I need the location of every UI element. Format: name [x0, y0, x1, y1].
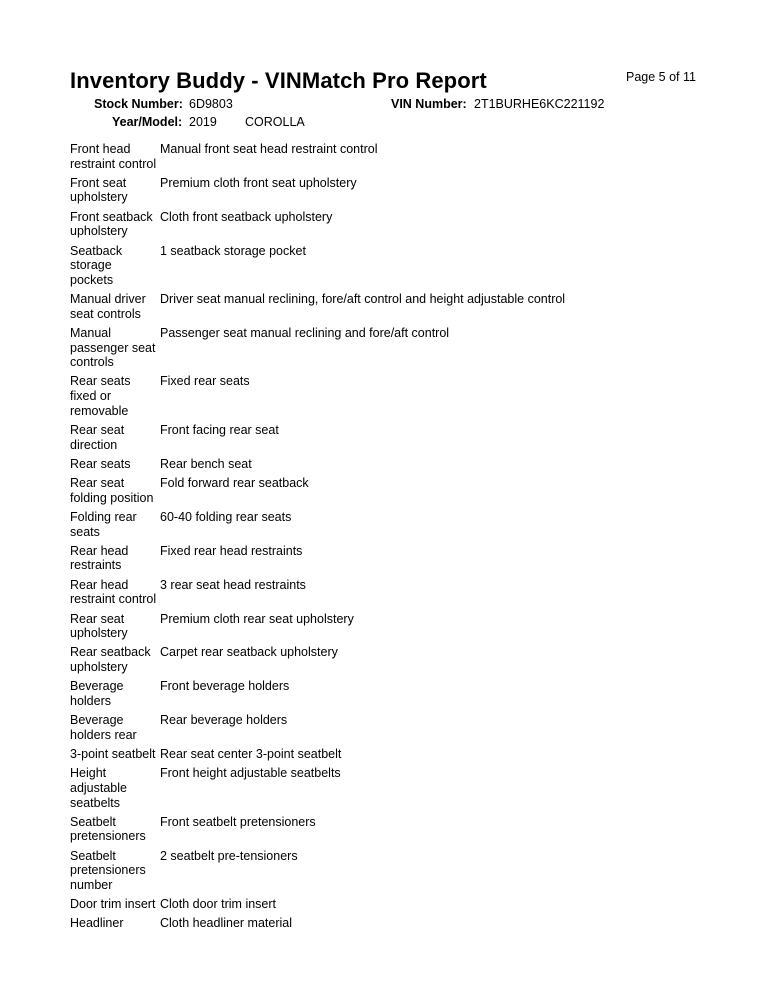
- spec-row: [70, 766, 710, 810]
- spec-row: [70, 679, 710, 708]
- spec-label: Rear seats: [70, 456, 131, 471]
- spec-value: 3 rear seat head restraints: [160, 577, 306, 592]
- spec-value: Driver seat manual reclining, fore/aft control and height adjustable control: [160, 292, 566, 307]
- spec-value: Cloth front seatback upholstery: [160, 209, 333, 224]
- spec-row: [70, 815, 710, 844]
- spec-value: Premium cloth rear seat upholstery: [160, 611, 354, 626]
- vin-number-label: VIN Number:: [391, 97, 467, 111]
- spec-label: 3-point seatbelt: [70, 747, 156, 762]
- model-value: COROLLA: [245, 115, 305, 129]
- spec-value: Fold forward rear seatback: [160, 476, 309, 491]
- spec-value: Rear seat center 3-point seatbelt: [160, 747, 342, 762]
- spec-value: Fixed rear head restraints: [160, 543, 303, 558]
- spec-label: Rear seatback upholstery: [70, 645, 151, 675]
- spec-row: [70, 423, 710, 452]
- spec-row: [70, 510, 710, 539]
- spec-value: 2 seatbelt pre-tensioners: [160, 848, 298, 863]
- spec-label: Folding rear seats: [70, 509, 137, 539]
- spec-label: Height adjustable seatbelts: [70, 766, 127, 810]
- year-model-label: Year/Model:: [112, 115, 183, 129]
- spec-row: [70, 713, 710, 742]
- spec-row: [70, 747, 710, 762]
- spec-value: Rear bench seat: [160, 456, 252, 471]
- year-value: 2019: [189, 115, 217, 129]
- spec-value: 1 seatback storage pocket: [160, 243, 306, 258]
- vin-number-value: 2T1BURHE6KC221192: [474, 97, 605, 111]
- spec-row: [70, 916, 710, 931]
- spec-label: Beverage holders: [70, 679, 124, 708]
- spec-row: [70, 142, 710, 171]
- spec-label: Seatbelt pretensioners number: [70, 848, 146, 892]
- spec-label: Beverage holders rear: [70, 713, 137, 742]
- page-number: Page 5 of 11: [626, 70, 696, 84]
- spec-row: [70, 897, 710, 912]
- spec-value: Front seatbelt pretensioners: [160, 814, 316, 829]
- spec-label: Headliner: [70, 916, 124, 931]
- spec-label: Rear seat upholstery: [70, 611, 128, 641]
- spec-list: [70, 142, 710, 936]
- spec-label: Rear head restraint control: [70, 577, 157, 607]
- spec-value: Cloth headliner material: [160, 916, 293, 931]
- spec-row: [70, 544, 710, 573]
- spec-value: Front facing rear seat: [160, 422, 279, 437]
- stock-number-label: Stock Number:: [94, 97, 183, 111]
- spec-row: [70, 244, 710, 288]
- spec-label: Rear seat direction: [70, 422, 125, 452]
- report-title: Inventory Buddy - VINMatch Pro Report: [70, 68, 487, 93]
- spec-label: Seatbelt pretensioners: [70, 814, 146, 844]
- spec-row: [70, 326, 710, 370]
- spec-row: [70, 645, 710, 674]
- spec-value: Rear beverage holders: [160, 713, 288, 728]
- spec-value: Carpet rear seatback upholstery: [160, 645, 338, 660]
- spec-row: [70, 374, 710, 418]
- spec-value: Front height adjustable seatbelts: [160, 766, 341, 781]
- spec-value: Manual front seat head restraint control: [160, 142, 378, 156]
- spec-row: [70, 578, 710, 607]
- spec-value: Front beverage holders: [160, 679, 290, 694]
- spec-label: Rear seat folding position: [70, 476, 154, 505]
- spec-label: Manual driver seat controls: [70, 292, 146, 321]
- spec-label: Manual passenger seat controls: [70, 325, 156, 370]
- spec-label: Front seatback upholstery: [70, 209, 153, 239]
- spec-row: [70, 612, 710, 641]
- spec-row: [70, 457, 710, 472]
- spec-value: Passenger seat manual reclining and fore/aft control: [160, 325, 450, 340]
- stock-number-value: 6D9803: [189, 97, 233, 111]
- spec-value: Premium cloth front seat upholstery: [160, 175, 357, 190]
- spec-row: [70, 210, 710, 239]
- spec-label: Seatback storage pockets: [70, 243, 123, 287]
- spec-row: [70, 292, 710, 321]
- spec-value: Fixed rear seats: [160, 374, 250, 389]
- spec-label: Front head restraint control: [70, 142, 157, 171]
- spec-row: [70, 849, 710, 893]
- spec-label: Rear seats fixed or removable: [70, 374, 131, 418]
- spec-row: [70, 476, 710, 505]
- spec-label: Front seat upholstery: [70, 175, 128, 205]
- spec-value: Cloth door trim insert: [160, 897, 277, 912]
- spec-label: Door trim insert: [70, 897, 156, 912]
- spec-value: 60-40 folding rear seats: [160, 509, 292, 524]
- spec-row: [70, 176, 710, 205]
- spec-label: Rear head restraints: [70, 543, 129, 573]
